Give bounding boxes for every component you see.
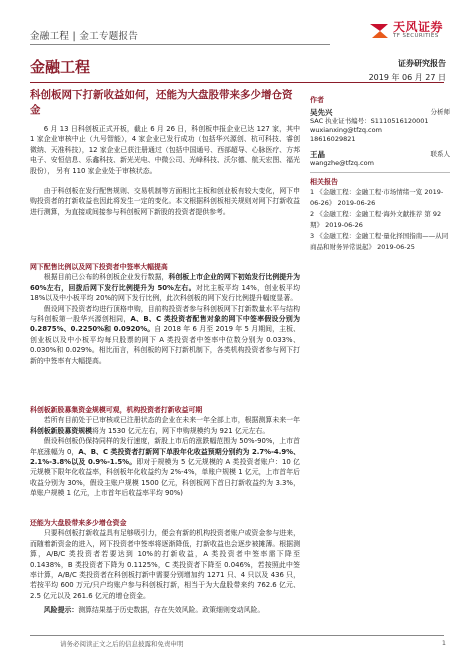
author-row <box>310 108 450 117</box>
report-type: 证券研究报告 <box>398 59 446 68</box>
author-email[interactable]: wangzhe@tfzq.com <box>310 159 374 167</box>
paragraph: 假设网下投资者均进行顶格申购，目前构投资者参与科创板网下打新数量水平与结构与科创板第一股华兴源创相同，A、B、C 类投资者配售对象的网下中签率假设分别为 0.2875%、0.2250%和 0.0920%。自 2018 年 6 月至 2019 年 5 月期间，主板、创业板以及中小板平均每只股票的网下 A 类投资者中签率中位数分别为 0.033%、0.030%和 0.029%。相比而言，科创板的网下打新机制下，各类机构投资者参与网下打新的中签率有大幅提高。 <box>30 304 300 365</box>
author-role: 联系人 <box>430 150 450 158</box>
footer-disclaimer: 请务必阅读正文之后的信息披露和免责申明 <box>60 640 184 648</box>
company-logo <box>368 18 448 44</box>
report-date: 2019 年 06 月 27 日 <box>368 73 446 82</box>
body-block-1 <box>30 124 300 217</box>
paragraph: 若所有目前处于已审核或已注册状态的企业在未来一年全部上市，根据测算未来一年科创板新股募资规模将为 1530 亿元左右，网下申购规模约为 921 亿元左右。 <box>30 416 300 435</box>
title-divider <box>30 82 444 83</box>
paragraph: 由于科创板在发行配售规则、交易机制等方面相比主板和创业板有较大变化，网下申购投资者的打新收益也因此将发生一定的变化。本文根据科创板相关规则对网下打新收益进行测算，为直接或间接参与科创板网下新股的投资者提供参考。 <box>30 187 300 216</box>
author-row <box>310 150 450 159</box>
page-number: 1 <box>441 639 446 647</box>
section-heading: 还能为大盘股带来多少增仓资金 <box>30 519 127 527</box>
body-block-2 <box>30 262 300 366</box>
related-reports-label: 相关报告 <box>310 178 338 186</box>
section-title: 金融工程 <box>30 58 91 76</box>
author-name: 吴先兴 <box>310 108 333 117</box>
paragraph: 假设科创板仍保持同样的发行速度，新股上市后的涨跌幅范围为 50%-90%，上市首年底涨幅为 0，A、B、C 类投资者打新网下单股年化收益预期分别约为 2.7%-4.9%、2.1%-3.8%以及 0.9%-1.5%。即对于规模为 5 亿元规模的 A 类投资者账户：10 亿元规模下限年化收益率，科创板年化收益约为 2%-4%，单账户规模 1 亿元，上市首年后收益分别为 30%，假设主账户规模 1500 亿元，科创板网下首日打新收益约为 3.3%，单账户规模 1 亿元，上市首年后收益率平均 90%) <box>30 437 300 498</box>
author-email[interactable]: wuxianxing@tfzq.com <box>310 126 382 134</box>
report-title: 科创板网下打新收益如何，还能为大盘股带来多少增仓资金 <box>30 89 293 116</box>
paragraph: 6 月 13 日科创板正式开板，截止 6 月 26 日，科创板申报企业已达 127 家，其中 1 家企业审核中止（九号智能），4 家企业已发行成功（包括华兴源创、杭可科技、睿创微纳、天准科技），12 家企业已获注册通过（包括中国通号、西部超导、心脉医疗、方邦电子、安恒信息、乐鑫科技、新光光电、中微公司、光峰科技、沃尔德、航天宏图、福光股份）， 另有 110 家企业处于审核状态。 <box>30 125 300 175</box>
section-heading: 科创板新股募集资金规模可观，机构投资者打新收益可期 <box>30 406 203 414</box>
related-report-item[interactable]: 2 《金融工程：金融工程·海外文献推荐 第 92 期》 2019-06-26 <box>310 210 442 229</box>
logo-text-en: TF SECURITIES <box>393 33 439 39</box>
sidebar <box>310 95 450 253</box>
header-divider <box>30 44 330 45</box>
author-phone: 18616029821 <box>310 135 356 143</box>
body-block-4 <box>30 518 300 616</box>
breadcrumb: 金融工程 | 金工专题报告 <box>30 31 139 42</box>
author-section-label: 作者 <box>310 96 324 104</box>
paragraph: 根据目前已公布的科创板企业发行数据，科创板上市企业的网下初始发行比例提升为 60%左右，回拨后网下发行比例提升为 50%左右。对比主板平均 14%，创业板平均 18%以及中小板平均 20%的网下发行比例，此次科创板的网下发行比例提升幅度显著。 <box>30 273 300 303</box>
risk-warning: 风险提示：测算结果基于历史数据，存在失效风险。政策细则变动风险。 <box>43 606 265 615</box>
author-cert: SAC 执业证书编号：S1110516120001 <box>310 117 429 125</box>
footer-divider <box>30 635 444 636</box>
section-heading: 网下配售比例以及网下投资者中签率大幅提高 <box>30 263 168 271</box>
sidebar-divider <box>310 172 450 173</box>
body-block-3 <box>30 405 300 499</box>
related-report-item[interactable]: 3 《金融工程：金融工程·量化择国指南——从同商品和财务异常说起》 2019-06-25 <box>310 232 449 251</box>
author-name: 王晶 <box>310 150 325 159</box>
logo-mark-icon <box>368 20 390 42</box>
logo-text-cn: 天风证券 <box>393 20 444 34</box>
paragraph: 只要科创板打新收益具有足够吸引力，便会有新的机构投资者账户或资金参与进来，而随着新资金的进入，网下投资者中签率将逐渐降低，打新收益也会逐步被摊薄。根据测算，A/B/C 类投资者若要达到 10%的打新收益，A 类投资者中签率需下降至 0.1438%，B 类投资者下降为 0.1125%，C 类投资者下降至 0.046%，若按照此中签率计算，A/B/C 类投资者在科创板打新中需要分别增加约 1271 只、4 只以及 436 只，若按平均 600 万元/只户均账户参与科创板打新，相当于为大盘股带来约 762.6 亿元、2.5 亿元以及 261.6 亿元的增仓资金。 <box>30 529 300 600</box>
related-report-item[interactable]: 1 《金融工程：金融工程·市场情绪一览 2019-06-26》 2019-06-26 <box>310 188 444 207</box>
author-role: 分析师 <box>430 108 450 116</box>
